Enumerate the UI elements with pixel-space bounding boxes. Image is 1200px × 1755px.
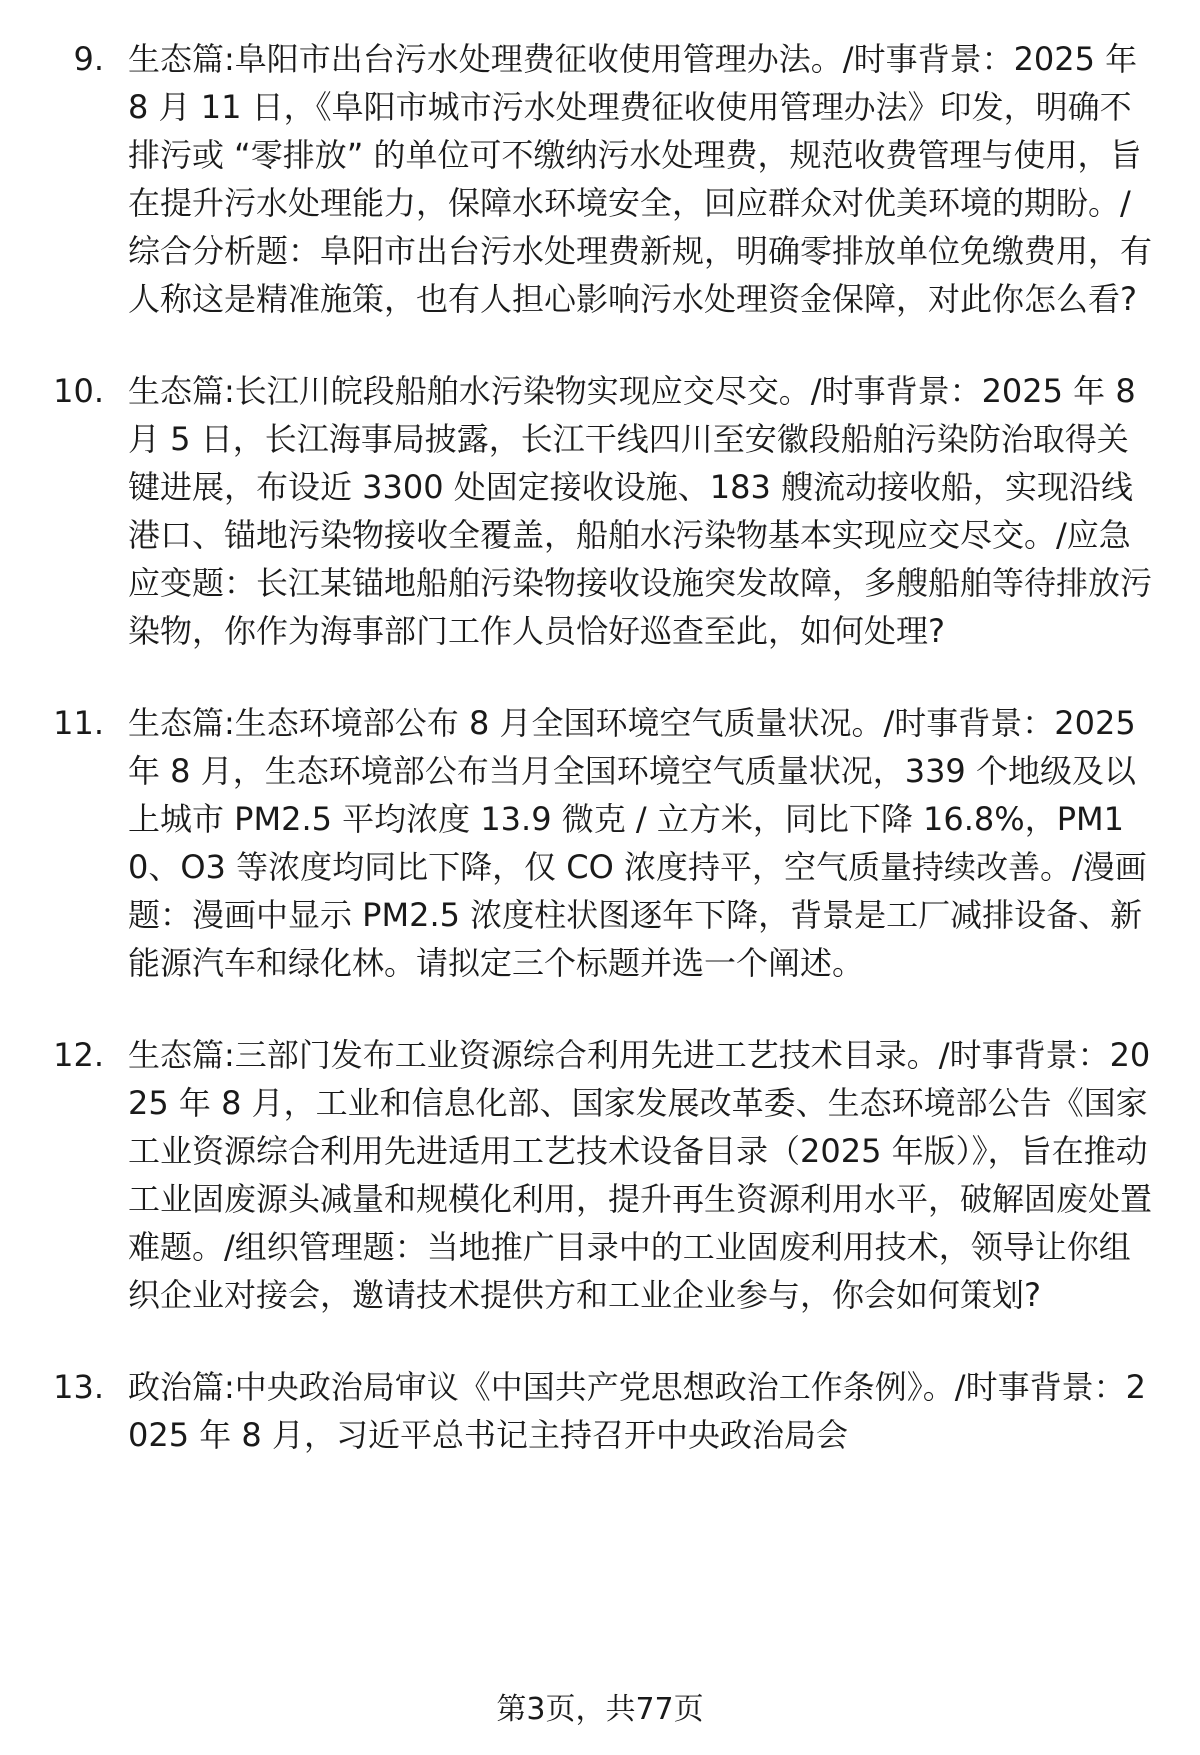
question-text: 生态篇:阜阳市出台污水处理费征收使用管理办法。/时事背景：2025 年 8 月 11 日，《阜阳市城市污水处理费征收使用管理办法》印发，明确不排污或 “零排放” 的单位可不缴纳污水处理费，规范收费管理与使用，旨在提升污水处理能力，保障水环境安全，回应群众对优美环境的期盼。/综合分析题：阜阳市出台污水处理费新规，明确零排放单位免缴费用，有人称这是精准施策，也有人担心影响污水处理资金保障，对此你怎么看? — [128, 40, 1153, 318]
question-text: 生态篇:生态环境部公布 8 月全国环境空气质量状况。/时事背景：2025 年 8 月，生态环境部公布当月全国环境空气质量状况，339 个地级及以上城市 PM2.5 平均浓度 13.9 微克 / 立方米，同比下降 16.8%，PM10、O3 等浓度均同比下降，仅 CO 浓度持平，空气质量持续改善。/漫画题：漫画中显示 PM2.5 浓度柱状图逐年下降，背景是工厂减排设备、新能源汽车和绿化林。请拟定三个标题并选一个阐述。 — [128, 704, 1147, 982]
question-item — [40, 35, 1160, 323]
question-text: 政治篇:中央政治局审议《中国共产党思想政治工作条例》。/时事背景：2025 年 8 月，习近平总书记主持召开中央政治局会 — [128, 1368, 1146, 1454]
question-text: 生态篇:三部门发布工业资源综合利用先进工艺技术目录。/时事背景：2025 年 8 月，工业和信息化部、国家发展改革委、生态环境部公告《国家工业资源综合利用先进适用工艺技术设备目录（2025 年版）》，旨在推动工业固废源头减量和规模化利用，提升再生资源利用水平，破解固废处置难题。/组织管理题：当地推广目录中的工业固废利用技术，领导让你组织企业对接会，邀请技术提供方和工业企业参与，你会如何策划? — [128, 1036, 1153, 1314]
question-number: 12. — [53, 1036, 104, 1074]
question-number: 9. — [73, 40, 104, 78]
page-number: 第3页，共77页 — [496, 1692, 704, 1727]
question-list — [40, 35, 1160, 1503]
question-number: 13. — [53, 1368, 104, 1406]
question-item — [40, 1363, 1160, 1459]
question-number: 11. — [53, 704, 104, 742]
question-number: 10. — [53, 372, 104, 410]
question-text: 生态篇:长江川皖段船舶水污染物实现应交尽交。/时事背景：2025 年 8 月 5 日，长江海事局披露，长江干线四川至安徽段船舶污染防治取得关键进展，布设近 3300 处固定接收设施、183 艘流动接收船，实现沿线港口、锚地污染物接收全覆盖，船舶水污染物基本实现应交尽交。/应急应变题：长江某锚地船舶污染物接收设施突发故障，多艘船舶等待排放污染物，你作为海事部门工作人员恰好巡查至此，如何处理? — [128, 372, 1153, 650]
question-item — [40, 1031, 1160, 1319]
question-item — [40, 367, 1160, 655]
question-item — [40, 699, 1160, 987]
